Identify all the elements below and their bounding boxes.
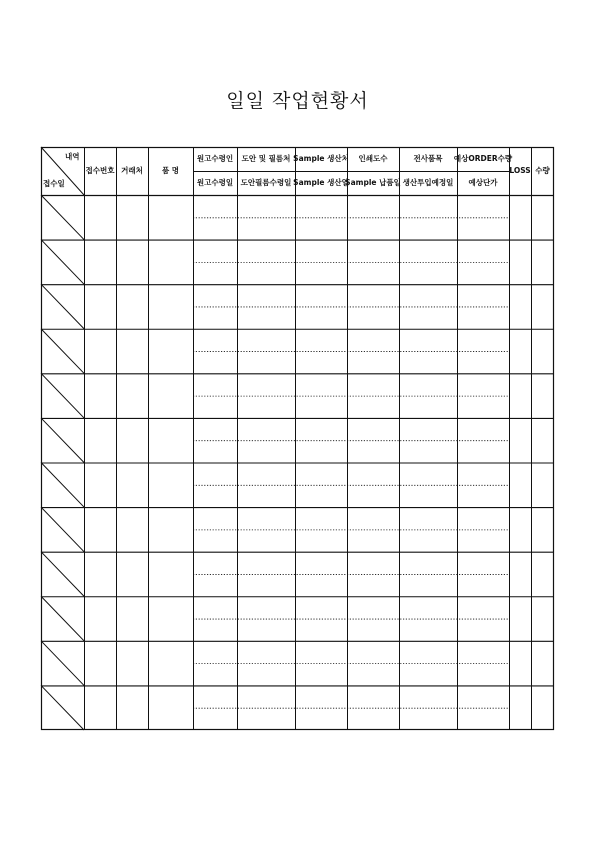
header-expected-order-qty: 예상ORDER수량 xyxy=(453,154,513,164)
row-diagonal xyxy=(41,641,84,686)
row-diagonal xyxy=(41,507,84,552)
row-diagonal xyxy=(41,463,84,508)
row-diagonal xyxy=(41,195,84,240)
header-quantity: 수량 xyxy=(535,166,550,176)
row-diagonal xyxy=(41,685,84,730)
row-diagonal xyxy=(41,596,84,641)
header-transfer-item: 전사품목 xyxy=(413,154,443,164)
header-receipt-no: 접수번호 xyxy=(85,166,115,176)
row-diagonal xyxy=(41,418,84,463)
work-status-table xyxy=(41,147,554,730)
header-print-colors: 인쇄도수 xyxy=(358,154,388,164)
header-sample-delivery-date: Sample 납품일 xyxy=(345,178,401,188)
header-expected-unit-price: 예상단가 xyxy=(468,178,498,188)
row-diagonal xyxy=(41,329,84,374)
header-production-start-date: 생산투입예정일 xyxy=(402,178,454,188)
table-grid xyxy=(41,147,554,730)
header-item-name: 품 명 xyxy=(161,166,180,176)
row-diagonal xyxy=(41,552,84,597)
header-manuscript-receiver: 원고수령인 xyxy=(196,154,234,164)
table-border xyxy=(42,148,554,730)
header-sample-production-date: Sample 생산일 xyxy=(293,178,349,188)
header-client: 거래처 xyxy=(121,166,143,176)
header-manuscript-received-date: 원고수령일 xyxy=(196,178,234,188)
header-design-film-source: 도안 및 필름처 xyxy=(241,154,291,164)
document-title: 일일 작업현황서 xyxy=(226,90,369,112)
header-sample-producer: Sample 생산처 xyxy=(293,154,349,164)
row-diagonal xyxy=(41,373,84,418)
header-design-film-received-date: 도안필름수령일 xyxy=(240,178,292,188)
row-diagonal xyxy=(41,284,84,329)
header-loss: LOSS xyxy=(509,166,531,176)
corner-header-content: 내역 xyxy=(65,152,80,161)
row-diagonal xyxy=(41,240,84,285)
corner-header-date: 접수일 xyxy=(43,179,65,188)
